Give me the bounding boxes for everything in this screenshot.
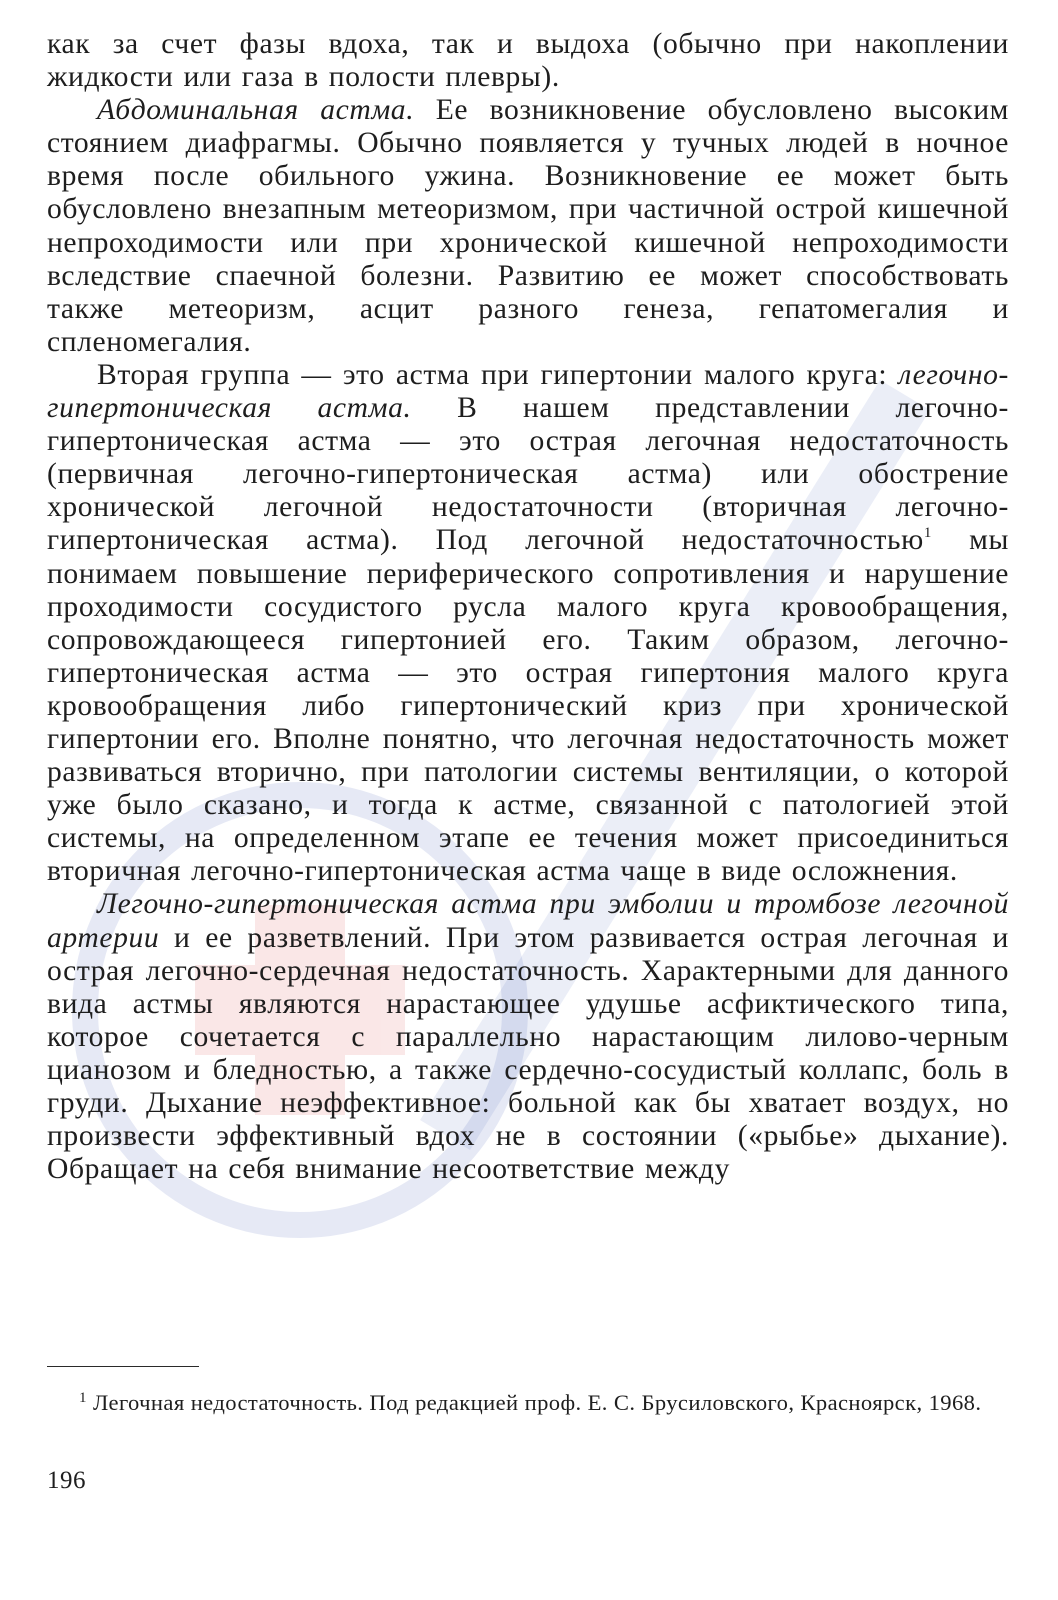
text-run: как за счет фазы вдоха, так и выдоха (обычно при накоплении жидкости или газа в полости плевры). (47, 28, 1009, 94)
text-run: В нашем представлении легочно-гипертоническая астма — это острая легочная недостаточность (первичная легочно-гипертоническая астма) или обострение хронической легочной недостаточности (вторичная легочно-гипертоническая астма). Под легочной недостаточностью (47, 392, 1010, 557)
paragraph-second-group (47, 359, 1009, 889)
paragraph-abdominal-asthma (47, 94, 1009, 359)
page-number: 196 (47, 1467, 86, 1494)
footnote-mark: 1 (79, 1390, 87, 1406)
footnote-reference: 1 (923, 525, 932, 542)
document-body (47, 28, 1009, 1186)
text-run: и ее разветвлений. При этом развивается острая легочная и острая легочно-сердечная недостаточность. Характерными для данного вида астмы являются нарастающее удушье асфиктического типа, которое сочетается с параллельно нарастающим лилово-черным цианозом и бледностью, а также сердечно-сосудистый коллапс, боль в груди. Дыхание неэффективное: больной как бы хватает воздух, но произвести эффективный вдох не в состоянии («рыбье» дыхание). Обращает на себя внимание несоответствие между (47, 921, 1009, 1186)
italic-term: легочно-гипертоническая астма. (47, 358, 1009, 425)
footnote-divider (47, 1366, 199, 1367)
footnote (47, 1388, 1009, 1418)
paragraph-continuation (47, 28, 1009, 94)
footnote-text: Легочная недостаточность. Под редакцией проф. Е. С. Брусиловского, Красноярск, 1968. (86, 1390, 982, 1415)
text-run: мы понимаем повышение периферического сопротивления и нарушение проходимости сосудистого русла малого круга кровообращения, сопровождающееся гипертонией его. Таким образом, легочно-гипертоническая астма — это острая гипертония малого круга кровообращения либо гипертонический криз при хронической гипертонии его. Вполне понятно, что легочная недостаточность может развиваться вторично, при патологии системы вентиляции, о которой уже было сказано, и тогда к астме, связанной с патологией этой системы, на определенном этапе ее течения может присоединиться вторичная легочно-гипертоническая астма чаще в виде осложнения. (47, 524, 1009, 888)
text-run: Ее возникновение обусловлено высоким стоянием диафрагмы. Обычно появляется у тучных людей в ночное время после обильного ужина. Возникновение ее может быть обусловлено внезапным метеоризмом, при частичной острой кишечной непроходимости или при хронической кишечной непроходимости вследствие спаечной болезни. Развитию ее может способствовать также метеоризм, асцит разного генеза, гепатомегалия и спленомегалия. (47, 94, 1010, 358)
paragraph-embolism-asthma (47, 888, 1009, 1186)
italic-term: Абдоминальная астма. (97, 94, 415, 127)
text-run: Вторая группа — это астма при гипертонии малого круга: (97, 358, 899, 391)
italic-term: Легочно-гипертоническая астма при эмболии и тромбозе легочной артерии (47, 888, 1009, 954)
